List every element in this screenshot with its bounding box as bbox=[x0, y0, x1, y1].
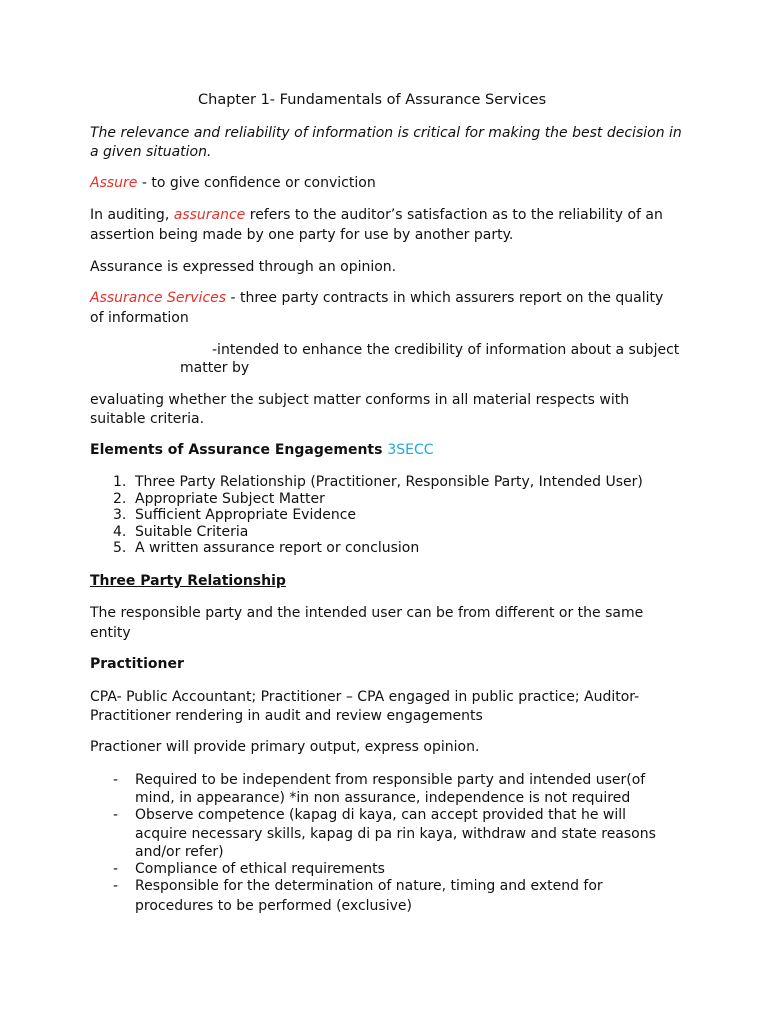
list-item-text: Three Party Relationship (Practitioner, Responsible Party, Intended User) bbox=[135, 474, 643, 490]
elements-heading bbox=[90, 441, 434, 459]
list-item-text: Suitable Criteria bbox=[135, 524, 249, 540]
list-item: 5. bbox=[113, 540, 127, 556]
bullet-4-line-2: procedures to be performed (exclusive) bbox=[135, 898, 412, 914]
practitioner-line-2: Practitioner rendering in audit and review engagements bbox=[90, 708, 483, 724]
auditing-line-1 bbox=[90, 206, 663, 224]
services-term: Assurance Services bbox=[90, 290, 227, 306]
auditing-post: refers to the auditor’s satisfaction as to the reliability of an bbox=[245, 207, 663, 223]
services-line-1 bbox=[90, 289, 663, 307]
services-line-3: -intended to enhance the credibility of information about a subject bbox=[212, 342, 680, 358]
services-line-5: evaluating whether the subject matter conforms in all material respects with bbox=[90, 392, 630, 408]
elements-heading-text: Elements of Assurance Engagements bbox=[90, 442, 388, 458]
auditing-line-2: assertion being made by one party for use by another party. bbox=[90, 227, 514, 243]
services-line-6: suitable criteria. bbox=[90, 411, 205, 427]
assure-def: - to give confidence or conviction bbox=[137, 175, 376, 191]
services-def: - three party contracts in which assurers report on the quality bbox=[226, 290, 664, 306]
tpr-heading: Three Party Relationship bbox=[90, 573, 286, 589]
auditing-pre: In auditing, bbox=[90, 207, 174, 223]
tpr-line-1: The responsible party and the intended user can be from different or the same bbox=[90, 605, 644, 621]
intro-line-2: a given situation. bbox=[90, 144, 212, 160]
practitioner-line-1: CPA- Public Accountant; Practitioner – CPA engaged in public practice; Auditor- bbox=[90, 689, 640, 705]
bullet-dash: - bbox=[113, 861, 119, 877]
services-line-4: matter by bbox=[180, 360, 250, 376]
page-title: Chapter 1- Fundamentals of Assurance Services bbox=[198, 92, 547, 108]
practitioner-output: Practioner will provide primary output, express opinion. bbox=[90, 739, 480, 755]
assure-definition bbox=[90, 174, 376, 192]
bullet-2-line-3: and/or refer) bbox=[135, 844, 224, 860]
tpr-line-2: entity bbox=[90, 625, 131, 641]
list-item: 3. bbox=[113, 507, 127, 523]
elements-tag: 3SECC bbox=[387, 442, 434, 458]
list-item: 2. bbox=[113, 491, 127, 507]
bullet-dash: - bbox=[113, 772, 119, 788]
services-line-2: of information bbox=[90, 310, 189, 326]
list-item-text: Sufficient Appropriate Evidence bbox=[135, 507, 357, 523]
bullet-2-line-2: acquire necessary skills, kapag di pa rin kaya, withdraw and state reasons bbox=[135, 826, 656, 842]
bullet-1-line-2: mind, in appearance) *in non assurance, independence is not required bbox=[135, 790, 631, 806]
bullet-dash: - bbox=[113, 807, 119, 823]
practitioner-heading: Practitioner bbox=[90, 656, 184, 672]
intro-line-1: The relevance and reliability of information is critical for making the best decision in bbox=[90, 125, 682, 141]
bullet-4-line-1: Responsible for the determination of nature, timing and extend for bbox=[135, 878, 603, 894]
bullet-1-line-1: Required to be independent from responsible party and intended user(of bbox=[135, 772, 646, 788]
list-item-text: Appropriate Subject Matter bbox=[135, 491, 325, 507]
assurance-term: assurance bbox=[173, 207, 246, 223]
bullet-3-line-1: Compliance of ethical requirements bbox=[135, 861, 385, 877]
opinion-line: Assurance is expressed through an opinion. bbox=[90, 259, 397, 275]
bullet-dash: - bbox=[113, 878, 119, 894]
list-item-text: A written assurance report or conclusion bbox=[135, 540, 420, 556]
assure-term: Assure bbox=[90, 175, 138, 191]
list-item: 4. bbox=[113, 524, 127, 540]
bullet-2-line-1: Observe competence (kapag di kaya, can accept provided that he will bbox=[135, 807, 627, 823]
list-item: 1. bbox=[113, 474, 127, 490]
